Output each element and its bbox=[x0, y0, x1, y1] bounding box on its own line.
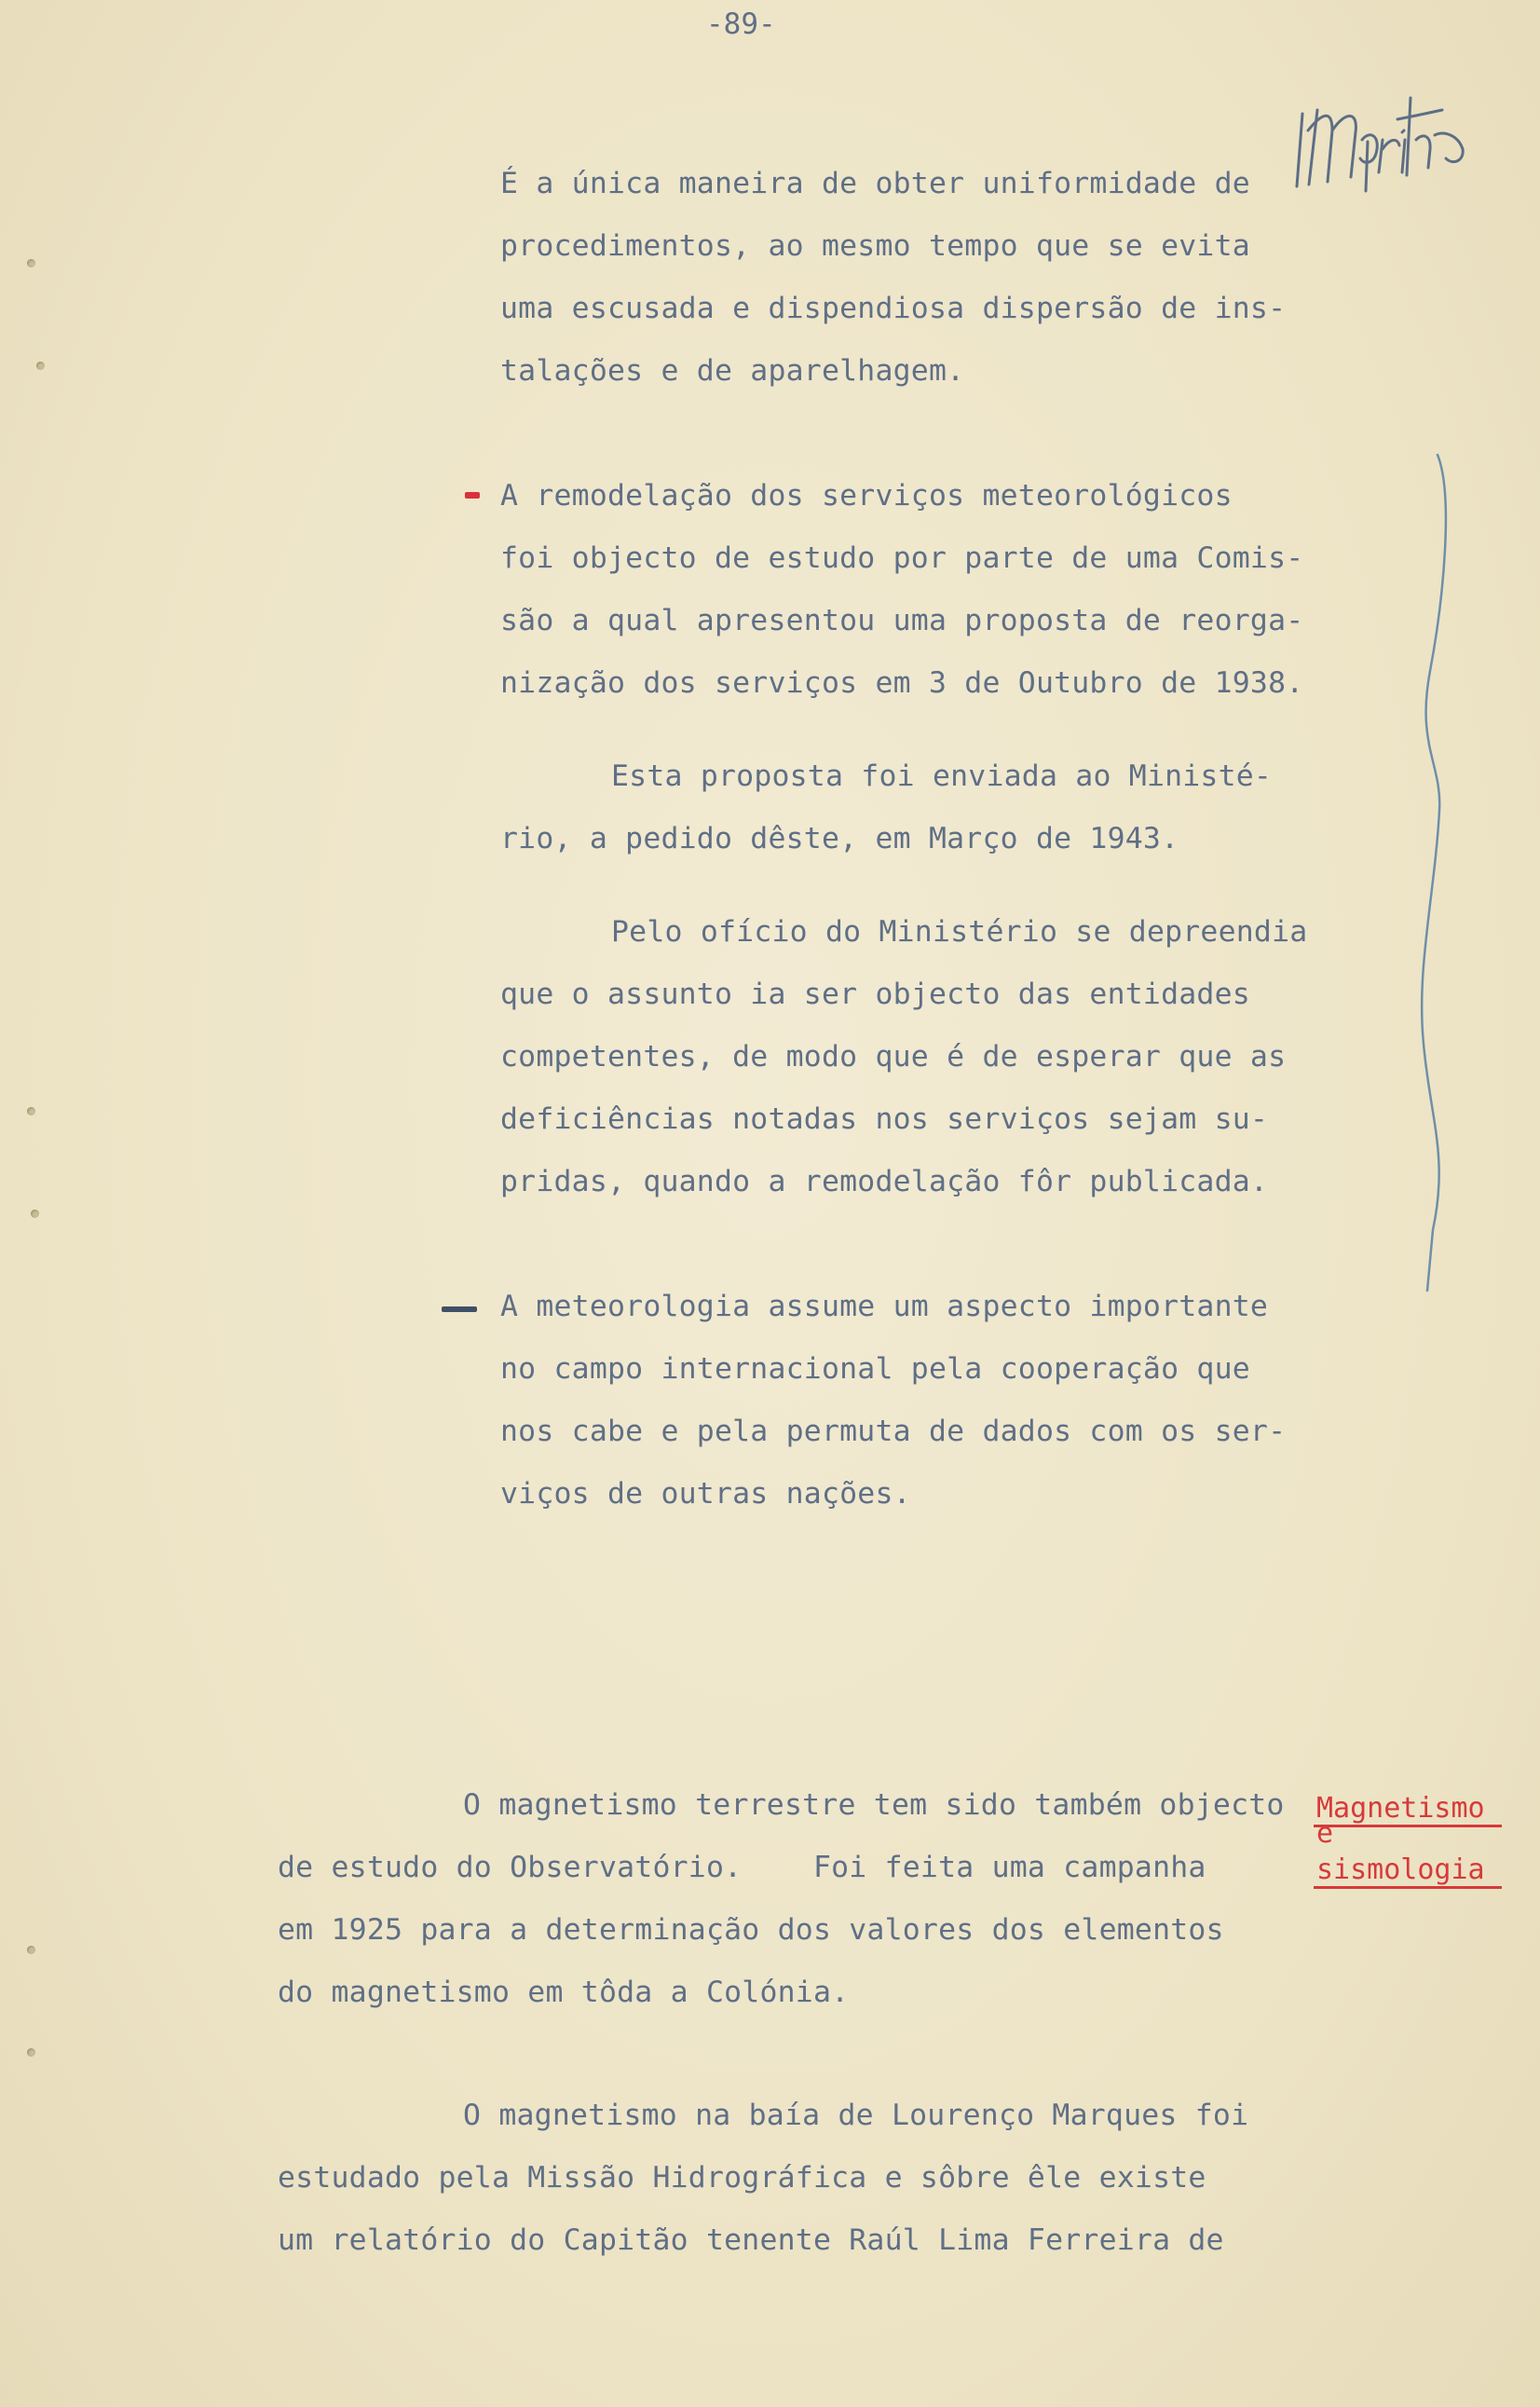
text-line: uma escusada e dispendiosa dispersão de ins- bbox=[500, 292, 1287, 325]
text-line: são a qual apresentou uma proposta de reorga- bbox=[500, 604, 1304, 637]
text-line: rio, a pedido dêste, em Março de 1943. bbox=[500, 822, 1179, 855]
text-line: no campo internacional pela cooperação que bbox=[500, 1352, 1250, 1386]
text-line: estudado pela Missão Hidrográfica e sôbre êle existe bbox=[278, 2161, 1206, 2195]
text-line: do magnetismo em tôda a Colónia. bbox=[278, 1976, 850, 2009]
text-line: viços de outras nações. bbox=[500, 1477, 911, 1511]
text-line: em 1925 para a determinação dos valores dos elementos bbox=[278, 1913, 1224, 1947]
text-line: Pelo ofício do Ministério se depreendia bbox=[611, 915, 1308, 949]
text-line: pridas, quando a remodelação fôr publicada. bbox=[500, 1165, 1269, 1198]
text-line: A meteorologia assume um aspecto importante bbox=[500, 1290, 1269, 1323]
text-line: O magnetismo terrestre tem sido também objecto bbox=[463, 1788, 1285, 1822]
text-line: É a única maneira de obter uniformidade de bbox=[500, 167, 1250, 200]
text-line: competentes, de modo que é de esperar que as bbox=[500, 1040, 1287, 1074]
text-line: deficiências notadas nos serviços sejam su- bbox=[500, 1102, 1269, 1136]
text-line: nos cabe e pela permuta de dados com os ser- bbox=[500, 1415, 1287, 1448]
text-line: nização dos serviços em 3 de Outubro de 1938. bbox=[500, 666, 1304, 700]
text-line: procedimentos, ao mesmo tempo que se evita bbox=[500, 229, 1250, 263]
dash-bullet-mark bbox=[442, 1306, 477, 1312]
text-line: foi objecto de estudo por parte de uma Comis- bbox=[500, 541, 1304, 575]
margin-note-line: sismologia bbox=[1316, 1853, 1485, 1886]
text-line: que o assunto ia ser objecto das entidades bbox=[500, 978, 1250, 1011]
red-bullet-mark bbox=[465, 492, 480, 499]
text-line: talações e de aparelhagem. bbox=[500, 354, 965, 388]
text-line: um relatório do Capitão tenente Raúl Lima Ferreira de bbox=[278, 2223, 1224, 2257]
handwritten-signature bbox=[1297, 98, 1463, 191]
text-line: de estudo do Observatório. Foi feita uma campanha bbox=[278, 1851, 1206, 1884]
underline bbox=[1314, 1825, 1502, 1827]
margin-note-line: Magnetismo bbox=[1316, 1792, 1485, 1825]
margin-note-line: e bbox=[1316, 1817, 1334, 1850]
text-line: A remodelação dos serviços meteorológicos bbox=[500, 479, 1233, 513]
text-line: Esta proposta foi enviada ao Ministé- bbox=[611, 759, 1273, 793]
underline bbox=[1314, 1886, 1502, 1889]
text-line: O magnetismo na baía de Lourenço Marques foi bbox=[463, 2099, 1249, 2132]
page-number: -89- bbox=[706, 7, 776, 41]
